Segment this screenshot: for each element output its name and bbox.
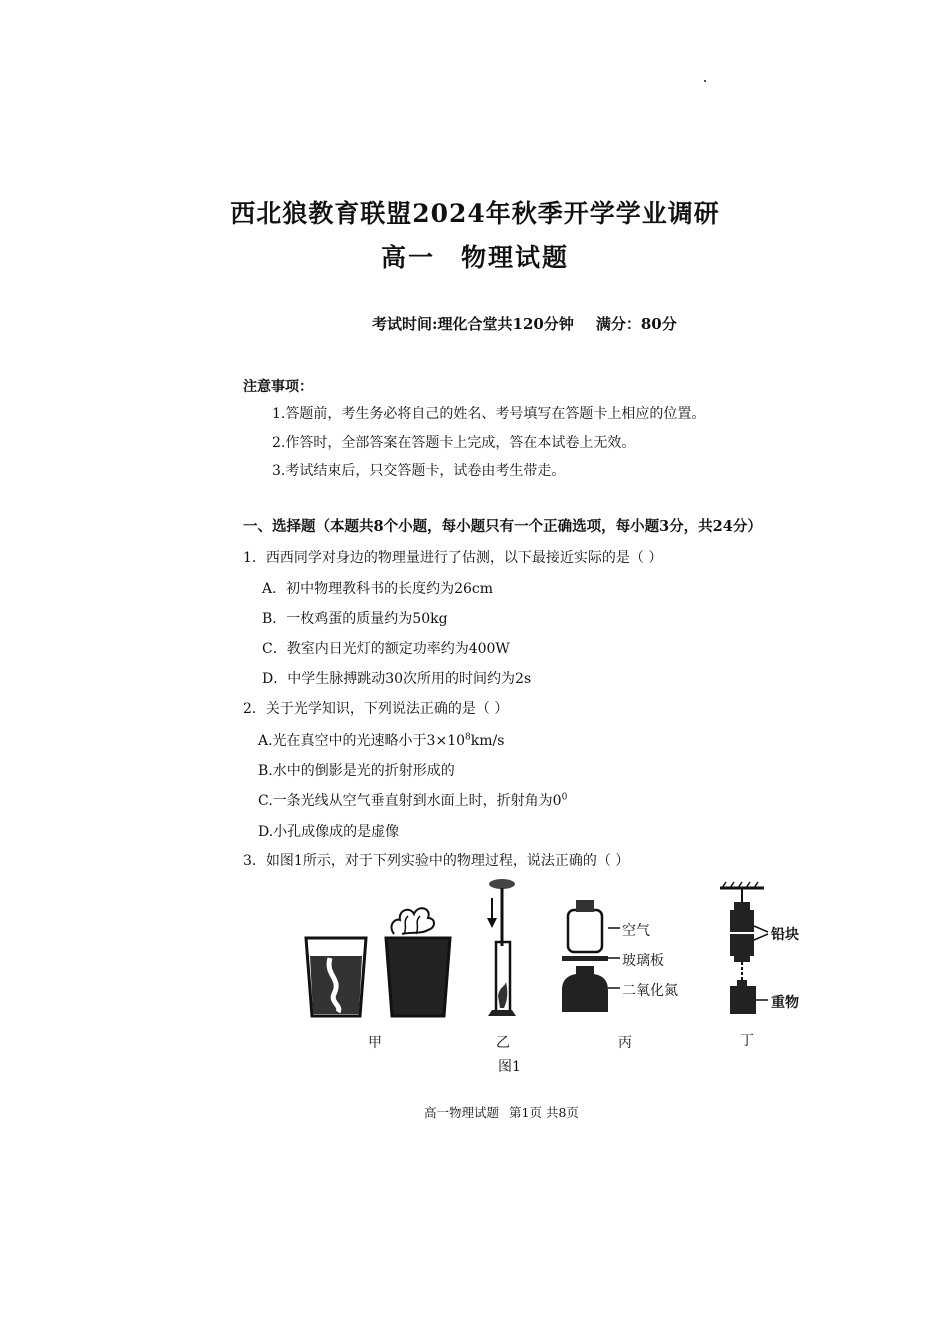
unit: km/s (470, 733, 505, 749)
figure-caption: 图1 (498, 1059, 521, 1075)
footer-total: 共8页 (545, 1105, 579, 1120)
exponent: 0 (561, 792, 568, 803)
notice-item: 1.答题前，考生务必将自己的姓名、考号填写在答题卡上相应的位置。 (272, 406, 706, 422)
footer-subject: 高一物理试题 (424, 1105, 500, 1120)
question-2-option-a-text: A.光在真空中的光速略小于3×10 (258, 733, 466, 749)
question-1-option-b: B．一枚鸡蛋的质量约为50kg (262, 611, 448, 627)
footer-page: 第1页 (509, 1105, 542, 1120)
figure-ding-bottles (562, 900, 620, 1012)
sub-figure-label: 甲 (368, 1035, 382, 1051)
figure-jia-beaker (306, 938, 366, 1016)
figure-yi-beaker (386, 908, 450, 1016)
page-footer (424, 1103, 579, 1121)
full-score: 满分：80分 (595, 315, 677, 333)
figure-1 (290, 876, 820, 1056)
figure-lead-blocks (720, 882, 768, 1014)
exam-time: 考试时间:理化合堂共120分钟 (372, 315, 574, 333)
notice-item: 3.考试结束后，只交答题卡，试卷由考生带走。 (272, 463, 566, 479)
question-3-stem: 3．如图1所示，对于下列实验中的物理过程，说法正确的（ ） (243, 853, 630, 869)
label-glass-plate: 玻璃板 (622, 953, 664, 969)
question-2-option-b: B.水中的倒影是光的折射形成的 (258, 763, 455, 779)
question-1-option-c: C．教室内日光灯的额定功率约为400W (262, 641, 510, 657)
sub-figure-label: 丙 (618, 1035, 632, 1051)
question-2-option-a (258, 730, 504, 750)
question-1-stem: 1．西西同学对身边的物理量进行了估测，以下最接近实际的是（ ） (243, 550, 663, 566)
notice-item: 2.作答时，全部答案在答题卡上完成，答在本试卷上无效。 (272, 435, 636, 451)
exam-title: 西北狼教育联盟2024年秋季开学学业调研 (230, 199, 720, 228)
label-weight: 重物 (771, 995, 799, 1011)
sub-figure-label: 丁 (740, 1033, 754, 1049)
exam-info (372, 313, 677, 334)
exponent: 8 (465, 732, 471, 743)
grade-label: 高一 (380, 243, 435, 272)
label-lead-block: 铅块 (771, 927, 799, 943)
label-no2: 二氧化氮 (622, 983, 678, 999)
label-air: 空气 (622, 923, 650, 939)
exam-subtitle (0, 238, 950, 274)
figure-bing-apparatus (487, 879, 516, 1016)
subject-label: 物理试题 (461, 243, 570, 272)
question-1-option-a: A．初中物理教科书的长度约为26cm (262, 581, 494, 597)
question-2-option-d: D.小孔成像成的是虚像 (258, 824, 400, 840)
sub-figure-label: 乙 (496, 1035, 510, 1051)
section-heading: 一、选择题（本题共8个小题，每小题只有一个正确选项，每小题3分，共24分） (243, 518, 762, 535)
question-2-option-c (258, 790, 567, 810)
question-2-option-c-text: C.一条光线从空气垂直射到水面上时，折射角为0 (258, 793, 562, 809)
notice-heading: 注意事项： (243, 379, 313, 395)
question-2-stem: 2．关于光学知识，下列说法正确的是（ ） (243, 701, 509, 717)
scan-speck (704, 80, 706, 82)
question-1-option-d: D．中学生脉搏跳动30次所用的时间约为2s (262, 671, 532, 687)
